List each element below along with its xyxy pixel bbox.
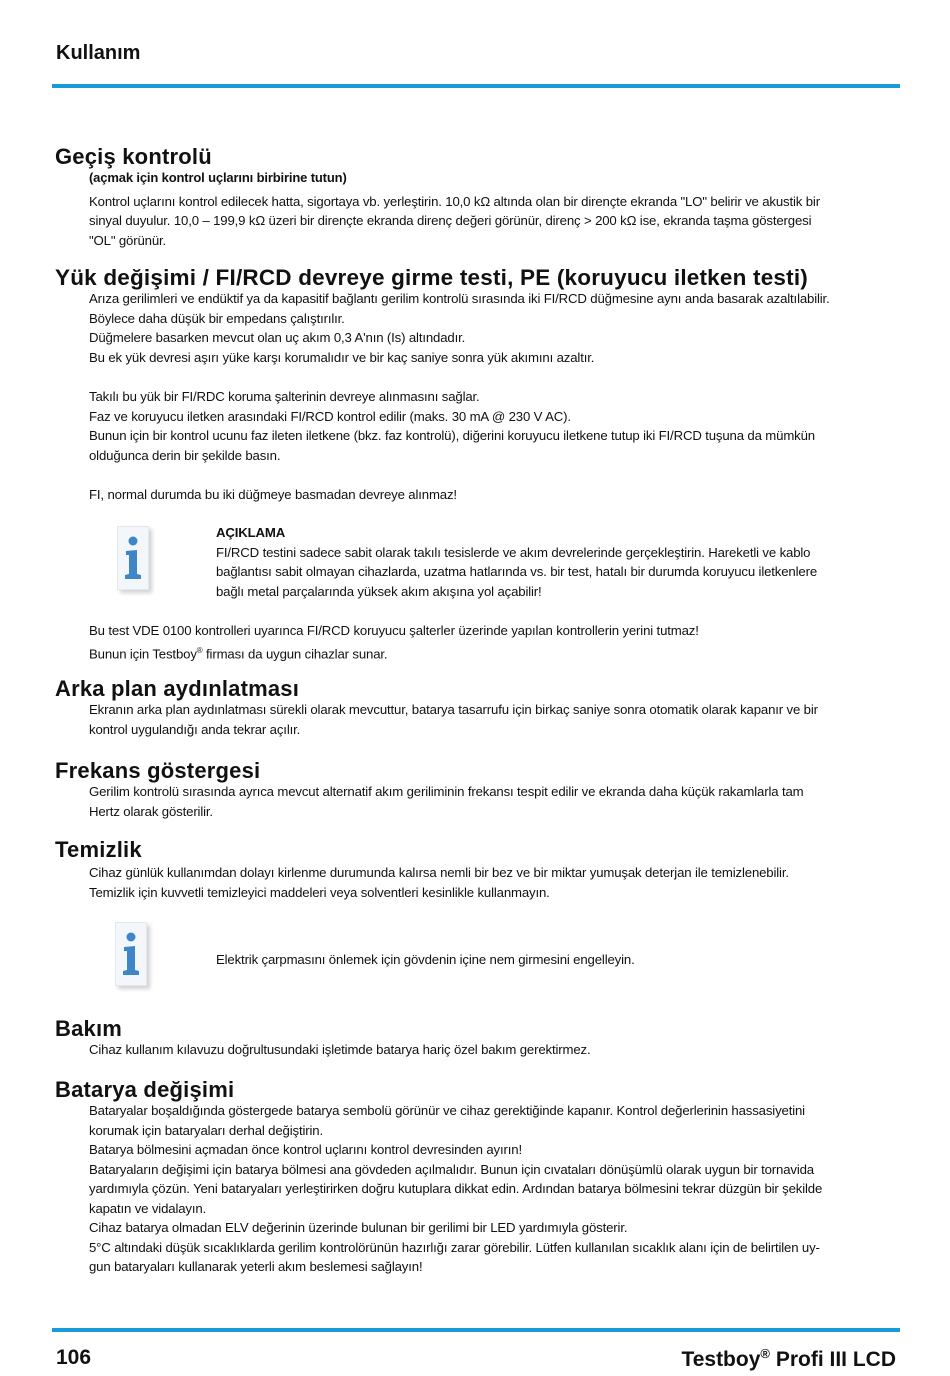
batarya-line-6: kapatın ve vidalayın. — [89, 1200, 207, 1216]
info-note-line-3: bağlı metal parçalarında yüksek akım akışına yol açabilir! — [216, 583, 542, 599]
brand-model: Profi III LCD — [770, 1348, 896, 1371]
footer-brand — [681, 1346, 896, 1372]
section-body-yuk-b — [89, 387, 889, 465]
frekans-line-1: Gerilim kontrolü sırasında ayrıca mevcut alternatif akım geriliminin frekansı tespit edilir ve ekranda daha küçük rakamlarla tam — [89, 784, 804, 799]
frekans-line-2: Hertz olarak gösterilir. — [89, 803, 213, 819]
arka-line-1: Ekranın arka plan aydınlatması sürekli olarak mevcuttur, batarya tasarrufu için birkaç saniye sonra otomatik olarak kapanır ve bir — [89, 702, 818, 717]
registered-mark: ® — [196, 645, 203, 655]
batarya-line-2: korumak için bataryaları derhal değiştirin. — [89, 1122, 323, 1138]
yuk-line-e — [89, 641, 889, 664]
batarya-line-5: yardımıyla çözün. Yeni bataryaları yerleştirirken doğru kutuplara dikkat edin. Ardından batarya bölmesini tekrar düzgün bir şekilde — [89, 1181, 823, 1196]
section-body-frekans — [89, 782, 889, 821]
yuk-line-a4: Bu ek yük devresi aşırı yüke karşı korumalıdır ve bir kaç saniye sonra yük akımını azaltır. — [89, 349, 595, 365]
page-number: 106 — [56, 1346, 92, 1369]
info-note-title: AÇIKLAMA — [216, 525, 286, 540]
info-icon — [117, 526, 149, 590]
section-title-yuk: Yük değişimi / FI/RCD devreye girme testi, PE (koruyucu iletken testi) — [55, 265, 808, 290]
section-body-yuk-a — [89, 289, 889, 367]
yuk-line-a3: Düğmelere basarken mevcut olan uç akım 0,3 A'nın (Is) altındadır. — [89, 330, 466, 345]
section-title-batarya: Batarya değişimi — [55, 1077, 235, 1102]
footer-rule — [52, 1328, 900, 1332]
bakim-line-1: Cihaz kullanım kılavuzu doğrultusundaki işletimde batarya hariç özel bakım gerektirmez. — [89, 1042, 591, 1057]
yuk-line-b3: Bunun için bir kontrol ucunu faz ileten iletkene (bkz. faz kontrolü), diğerini koruyucu iletkene tutup iki FI/RCD tuşuna da mümkün — [89, 428, 815, 443]
info-note-line-2: bağlantısı sabit olmayan cihazlarda, uzatma hatlarında vs. bir test, hatalı bir durumda koruyucu iletkenlere — [216, 564, 818, 579]
yuk-line-e-pre: Bunun için Testboy — [89, 645, 197, 661]
section-body-gecis — [89, 168, 889, 250]
section-body-batarya — [89, 1101, 889, 1277]
yuk-line-d: Bu test VDE 0100 kontrolleri uyarınca FI/RCD koruyucu şalterler üzerinde yapılan kontrollerin yerini tutmaz! — [89, 623, 699, 638]
brand-name: Testboy — [681, 1348, 761, 1371]
gecis-line-3: "OL" görünür. — [89, 232, 167, 248]
info-icon — [115, 922, 147, 986]
yuk-line-b1: Takılı bu yük bir FI/RDC koruma şalterinin devreye alınmasını sağlar. — [89, 389, 480, 404]
info-note-line-1: FI/RCD testini sadece sabit olarak takılı tesislerde ve akım devrelerinde gerçekleştirin. Hareketli ve kablo — [216, 544, 811, 560]
yuk-line-e-post: firması da uygun cihazlar sunar. — [202, 645, 388, 661]
section-title-gecis: Geçiş kontrolü — [55, 144, 212, 169]
brand-registered-mark: ® — [760, 1346, 770, 1361]
yuk-line-a2: Böylece daha düşük bir empedans çalıştırılır. — [89, 310, 345, 326]
arka-line-2: kontrol uygulandığı anda tekrar açılır. — [89, 721, 301, 737]
header-rule — [52, 84, 900, 88]
batarya-line-9: gun bataryaları kullanarak yeterli akım beslemesi sağlayın! — [89, 1259, 423, 1274]
yuk-body-d — [89, 621, 889, 663]
section-title-bakim: Bakım — [55, 1016, 123, 1041]
section-title-frekans: Frekans göstergesi — [55, 758, 261, 783]
page-header-title: Kullanım — [56, 42, 141, 64]
temizlik-line-1: Cihaz günlük kullanımdan dolayı kirlenme durumunda kalırsa nemli bir bez ve bir miktar yumuşak deterjan ile temizlenebilir. — [89, 865, 789, 880]
info-note-moisture: Elektrik çarpmasını önlemek için gövdenin içine nem girmesini engelleyin. — [216, 952, 635, 967]
gecis-line-1: Kontrol uçlarını kontrol edilecek hatta, sigortaya vb. yerleştirin. 10,0 kΩ altında olan bir dirençte ekranda "LO" belirir ve akustik bir — [89, 193, 820, 209]
yuk-line-c: FI, normal durumda bu iki düğmeye basmadan devreye alınmaz! — [89, 487, 457, 502]
batarya-line-3: Batarya bölmesini açmadan önce kontrol uçlarını kontrol devresinden ayırın! — [89, 1142, 522, 1157]
gecis-line-2: sinyal duyulur. 10,0 – 199,9 kΩ üzeri bir dirençte ekranda direnç değeri görünür, direnç > 200 kΩ ise, ekranda taşma göstergesi — [89, 213, 812, 228]
section-title-temizlik: Temizlik — [55, 837, 142, 862]
batarya-line-4: Bataryaların değişimi için batarya bölmesi ana gövdeden açılmalıdır. Bunun için cıvataları dönüşümlü olarak uygun bir tornavida — [89, 1161, 814, 1177]
section-title-arka: Arka plan aydınlatması — [55, 676, 300, 701]
batarya-line-1: Bataryalar boşaldığında göstergede batarya sembolü görünür ve cihaz gerektiğinde kapanır. Kontrol değerlerinin hassasiyetini — [89, 1103, 805, 1118]
section-body-temizlik — [89, 863, 889, 902]
yuk-line-b2: Faz ve koruyucu iletken arasındaki FI/RCD kontrol edilir (maks. 30 mA @ 230 V AC). — [89, 408, 571, 424]
batarya-line-8: 5°C altındaki düşük sıcaklıklarda gerilim kontrolörünün hazırlığı zarar görebilir. Lütfen kullanılan sıcaklık alanı için de belirtilen uy- — [89, 1239, 820, 1255]
yuk-line-b4: olduğunca derin bir şekilde basın. — [89, 447, 281, 463]
temizlik-line-2: Temizlik için kuvvetli temizleyici maddeleri veya solventleri kesinlikle kullanmayın. — [89, 884, 550, 900]
gecis-subtitle: (açmak için kontrol uçlarını birbirine tutun) — [89, 170, 347, 185]
batarya-line-7: Cihaz batarya olmadan ELV değerinin üzerinde bulunan bir gerilimi bir LED yardımıyla gösterir. — [89, 1220, 628, 1235]
info-note-fi-rcd — [216, 523, 886, 601]
section-body-arka — [89, 700, 889, 739]
section-body-bakim — [89, 1040, 889, 1060]
yuk-line-a1: Arıza gerilimleri ve endüktif ya da kapasitif bağlantı gerilim kontrolü sırasında iki FI/RCD düğmesine aynı anda basarak azaltılabilir. — [89, 291, 830, 306]
